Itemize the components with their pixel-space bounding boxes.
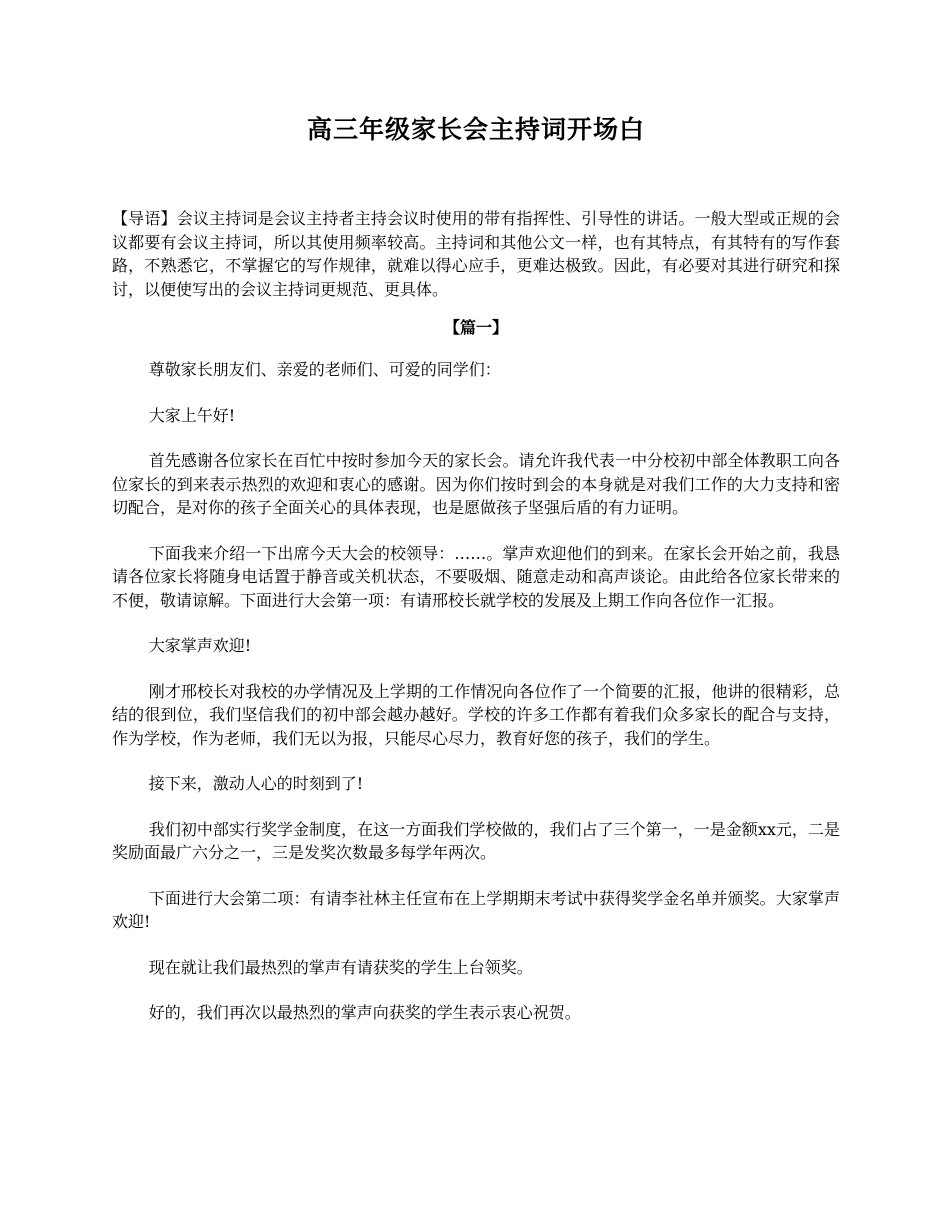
paragraph-award-students: 现在就让我们最热烈的掌声有请获奖的学生上台领奖。	[148, 957, 533, 977]
paragraph-thanks: 首先感谢各位家长在百忙中按时参加今天的家长会。请允许我代表一中分校初中部全体教职工向各位家长的到来表示热烈的欢迎和衷心的感谢。因为你们按时到会的本身就是对我们工作的大力支持和密切配合，是对你的孩子全面关心的具体表现，也是愿做孩子坚强后盾的有力证明。	[112, 451, 840, 517]
paragraph-greeting: 尊敬家长朋友们、亲爱的老师们、可爱的同学们：	[148, 360, 501, 379]
paragraph-principal-report: 刚才邢校长对我校的办学情况及上学期的工作情况向各位作了一个简要的汇报，他讲的很精彩，总结的很到位，我们坚信我们的初中部会越办越好。学校的许多工作都有着我们众多家长的配合与支持，作为学校，作为老师，我们无以为报，只能尽心尽力，教育好您的孩子，我们的学生。	[112, 681, 840, 748]
paragraph-congratulations: 好的，我们再次以最热烈的掌声向获奖的学生表示衷心祝贺。	[148, 1003, 581, 1022]
paragraph-introduce-leaders: 下面我来介绍一下出席今天大会的校领导：……。掌声欢迎他们的到来。在家长会开始之前，我恳请各位家长将随身电话置于静音或关机状态，不要吸烟、随意走动和高声谈论。由此给各位家长带来的不便，敬请谅解。下面进行大会第一项：有请邢校长就学校的发展及上期工作向各位作一汇报。	[112, 543, 840, 610]
paragraph-applause: 大家掌声欢迎!	[148, 636, 252, 655]
paragraph-second-item: 下面进行大会第二项：有请李社林主任宣布在上学期期末考试中获得奖学金名单并颁奖。大家掌声欢迎!	[112, 888, 840, 931]
paragraph-scholarship: 我们初中部实行奖学金制度，在这一方面我们学校做的，我们占了三个第一，一是金额xx元，二是奖励面最广六分之一，三是发奖次数最多每学年两次。	[112, 819, 840, 862]
paragraph-exciting-moment: 接下来，激动人心的时刻到了!	[148, 774, 364, 793]
intro-paragraph: 【导语】会议主持词是会议主持者主持会议时使用的带有指挥性、引导性的讲话。一般大型或正规的会议都要有会议主持词，所以其使用频率较高。主持词和其他公文一样，也有其特点，有其特有的写作套路，不熟悉它，不掌握它的写作规律，就难以得心应手，更难达极致。因此，有必要对其进行研究和探讨，以便使写出的会议主持词更规范、更具体。	[112, 209, 840, 299]
speech-content	[112, 358, 840, 1047]
section-heading: 【篇一】	[443, 318, 508, 337]
page-title: 高三年级家长会主持词开场白	[306, 115, 645, 144]
paragraph-good-morning: 大家上午好!	[148, 405, 236, 425]
